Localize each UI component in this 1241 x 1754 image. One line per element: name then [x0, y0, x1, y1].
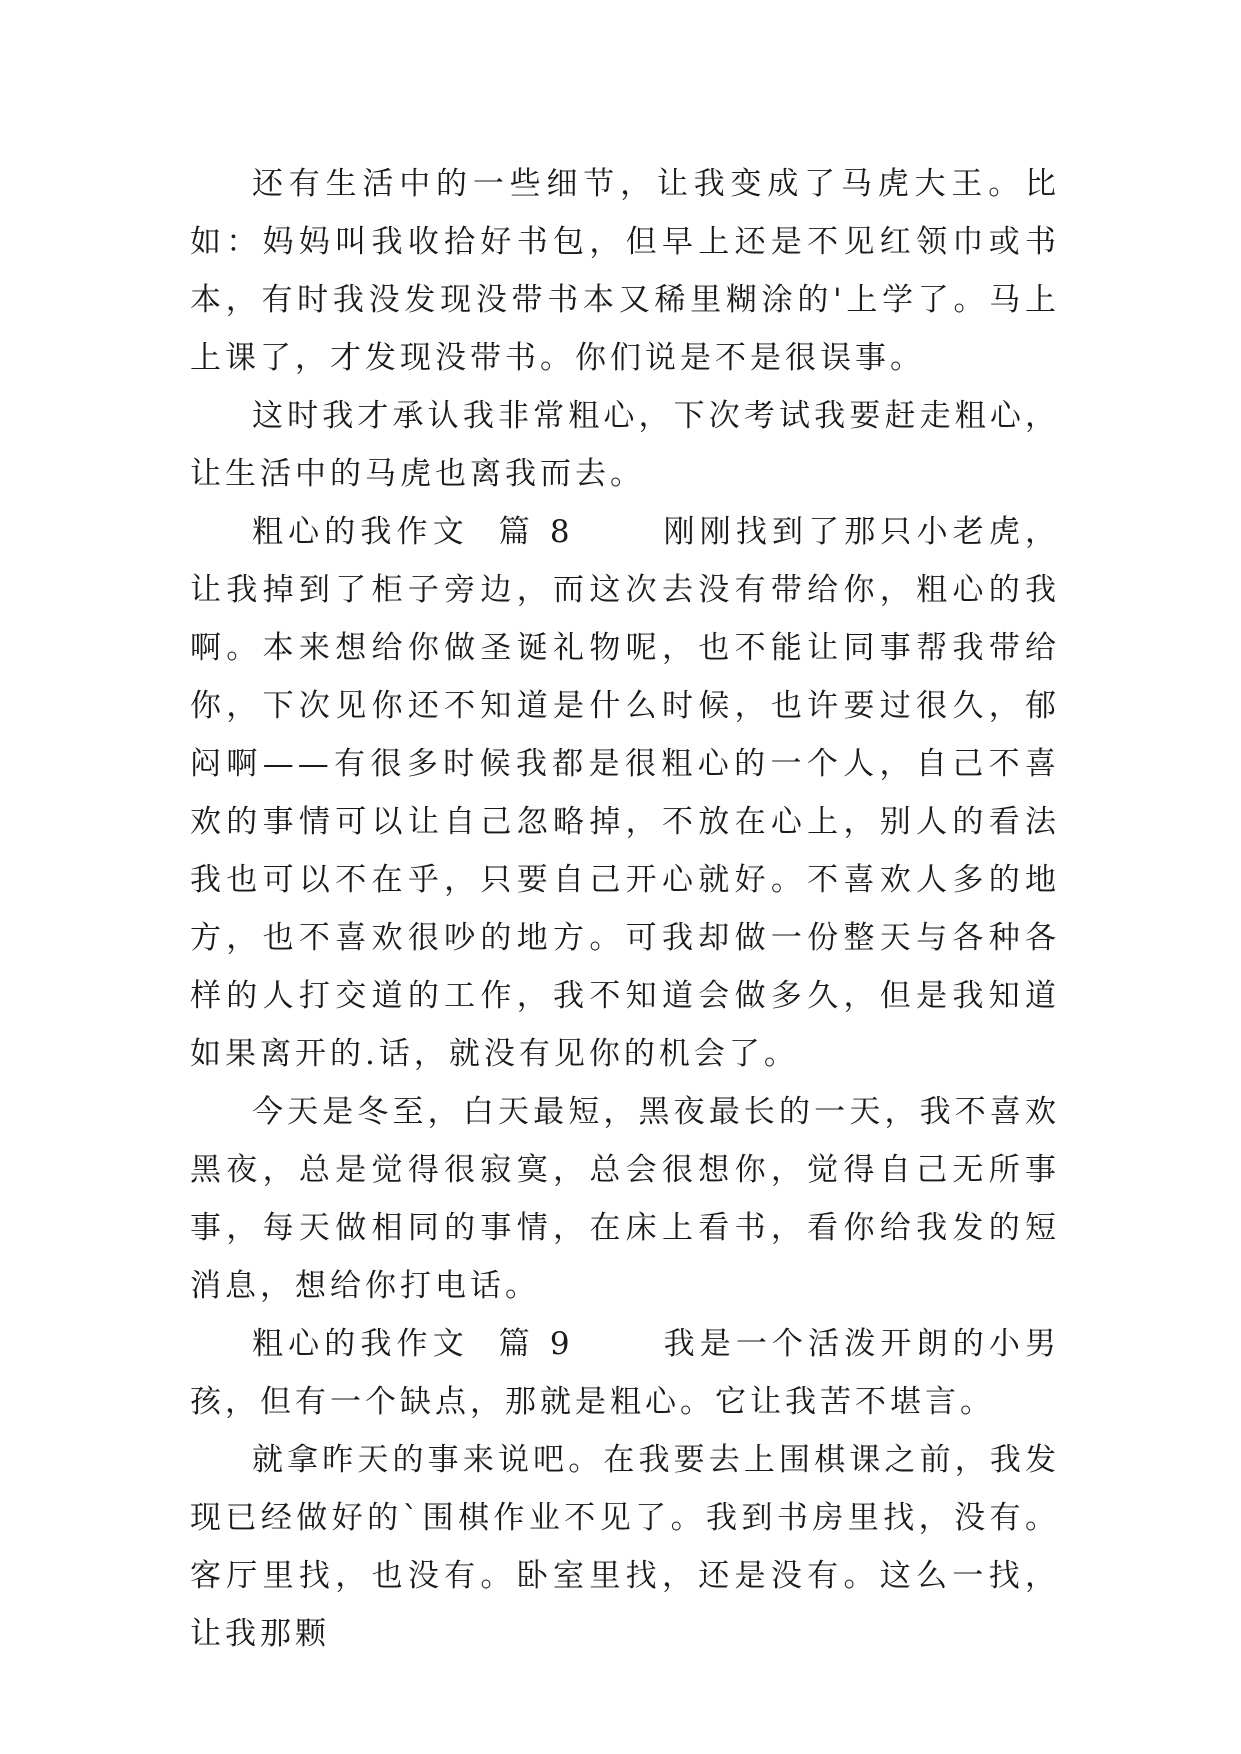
paragraph-admit: 这时我才承认我非常粗心，下次考试我要赶走粗心，让生活中的马虎也离我而去。 [190, 398, 1060, 492]
paragraph-details: 还有生活中的一些细节，让我变成了马虎大王。比如：妈妈叫我收拾好书包，但早上还是不见红领巾或书本，有时我没发现没带书本又稀里糊涂的'上学了。马上上课了，才发现没带书。你们说是不是很误事。 [190, 166, 1060, 376]
document-body [190, 155, 1060, 1663]
paragraph-winter-solstice: 今天是冬至，白天最短，黑夜最长的一天，我不喜欢黑夜，总是觉得很寂寞，总会很想你，觉得自己无所事事，每天做相同的事情，在床上看书，看你给我发的短消息，想给你打电话。 [190, 1094, 1060, 1304]
paragraph-essay-9: 粗心的我作文 篇 9 我是一个活泼开朗的小男孩，但有一个缺点，那就是粗心。它让我苦不堪言。 [190, 1326, 1060, 1420]
paragraph-essay-8: 粗心的我作文 篇 8 刚刚找到了那只小老虎，让我掉到了柜子旁边，而这次去没有带给你，粗心的我啊。本来想给你做圣诞礼物呢，也不能让同事帮我带给你，下次见你还不知道是什么时候，也许要过很久，郁闷啊——有很多时候我都是很粗心的一个人，自己不喜欢的事情可以让自己忽略掉，不放在心上，别人的看法我也可以不在乎，只要自己开心就好。不喜欢人多的地方，也不喜欢很吵的地方。可我却做一份整天与各种各样的人打交道的工作，我不知道会做多久，但是我知道如果离开的.话，就没有见你的机会了。 [190, 514, 1060, 1072]
paragraph-go-homework: 就拿昨天的事来说吧。在我要去上围棋课之前，我发现已经做好的`围棋作业不见了。我到书房里找，没有。客厅里找，也没有。卧室里找，还是没有。这么一找，让我那颗 [190, 1442, 1060, 1652]
